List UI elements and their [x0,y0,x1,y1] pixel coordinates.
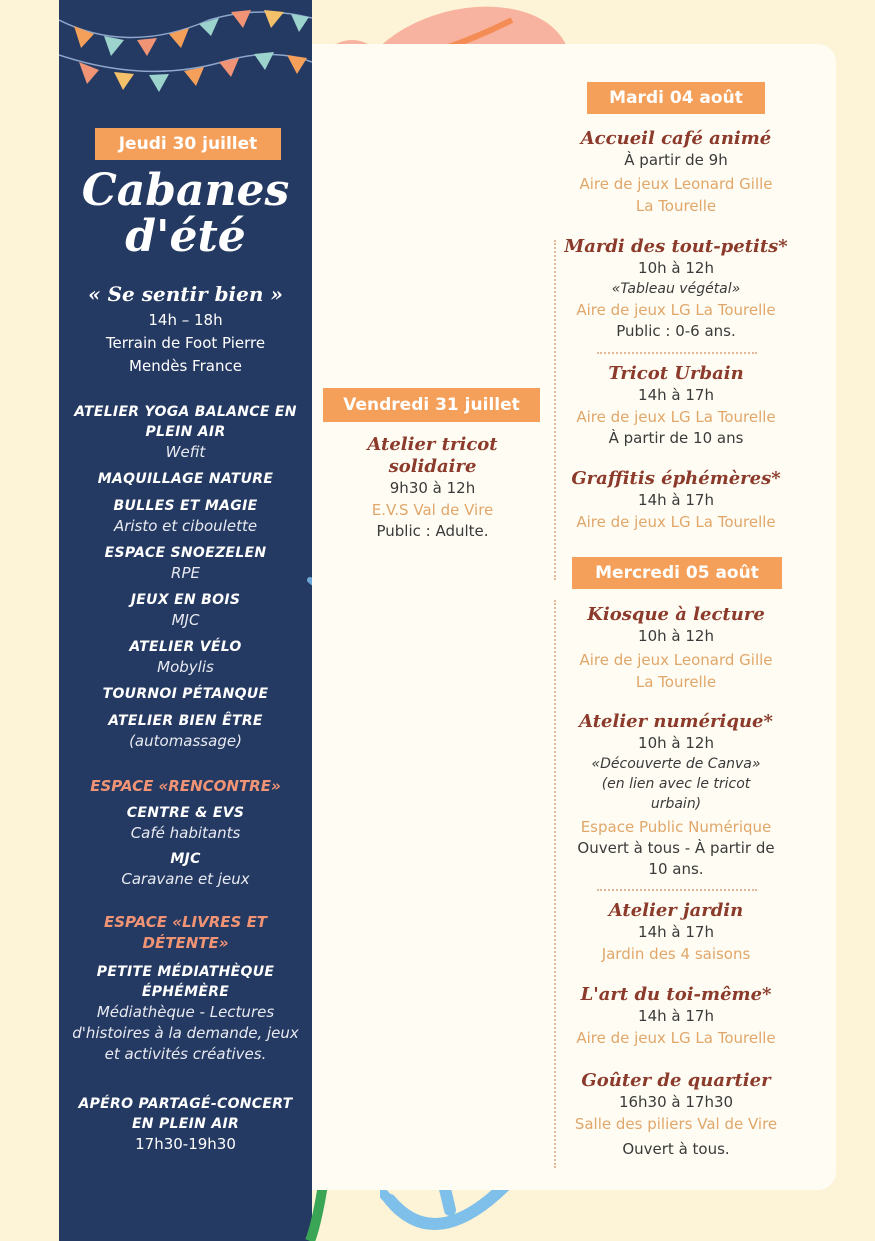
rencontre-sub: Caravane et jeux [121,870,250,888]
event-title: Goûter de quartier [581,1070,771,1091]
activity-title: JEUX EN BOIS [130,592,241,608]
activity-title: TOURNOI PÉTANQUE [102,686,269,702]
activity-title: BULLES ET MAGIE [113,498,258,514]
event-tricot-urbain [560,363,792,449]
event-title: L'art du toi-même* [580,984,772,1005]
date-tag-mercredi: Mercredi 05 août [572,557,782,589]
rencontre-sub: Café habitants [130,824,241,842]
rencontre-item [69,803,302,843]
livres-title: PETITE MÉDIATHÈQUE ÉPHÉMÈRE [96,964,275,1000]
event-atelier-numerique [560,711,792,880]
event-public: Ouvert à tous. [622,1140,730,1158]
event-place: E.V.S Val de Vire [371,501,494,519]
event-note: urbain) [650,796,702,812]
event-time: 16h30 à 17h30 [618,1093,734,1111]
event-time: 10h à 12h [638,627,714,645]
rencontre-item [69,849,302,889]
event-title: Atelier jardin [608,900,744,921]
activity-petanque [69,684,302,704]
event-time: 10h à 12h [638,734,714,752]
event-title: Atelier numérique* [579,711,773,732]
activity-title: ESPACE SNOEZELEN [104,545,267,561]
event-gouter [560,1070,792,1160]
timeline-divider [554,600,556,1168]
title-line-2: d'été [125,211,246,262]
date-tag-mardi: Mardi 04 août [587,82,765,114]
section-title: ESPACE «LIVRES ET DÉTENTE» [103,913,268,952]
event-public: À partir de 10 ans [608,429,744,447]
event-place: Espace Public Numérique [580,818,772,836]
event-title: Graffitis éphémères* [571,468,781,489]
event-time: 14h à 17h [638,923,714,941]
event-place: Aire de jeux LG La Tourelle [576,408,776,426]
event-place: Aire de jeux Leonard Gille [579,175,773,193]
activities-list [69,402,302,758]
activity-bulles [69,496,302,536]
event-title-cabanes [59,165,312,262]
event-art-toi-meme [560,984,792,1049]
apero-title: APÉRO PARTAGÉ-CONCERT EN PLEIN AIR [78,1096,293,1132]
event-place: Aire de jeux LG La Tourelle [576,301,776,319]
event-place: Aire de jeux LG La Tourelle [576,1029,776,1047]
event-note: «Découverte de Canva» [591,756,761,772]
event-accueil-cafe [560,128,792,217]
event-place: Jardin des 4 saisons [601,945,751,963]
activity-sub: (automassage) [129,732,242,750]
hours: 14h – 18h [148,311,223,329]
section-title: ESPACE «RENCONTRE» [90,777,281,795]
event-title: Atelier tricot solidaire [367,434,498,477]
activity-maquillage [69,469,302,489]
event-atelier-jardin [560,900,792,965]
event-place: Aire de jeux LG La Tourelle [576,513,776,531]
event-time: 10h à 12h [638,259,714,277]
place: Terrain de Foot Pierre Mendès France [105,334,266,375]
activity-title: MAQUILLAGE NATURE [97,471,274,487]
event-public: 10 ans. [648,860,704,878]
event-time: 9h30 à 12h [389,479,476,497]
separator [597,889,757,891]
rencontre-title: CENTRE & EVS [126,805,245,821]
event-place: Aire de jeux Leonard Gille [579,651,773,669]
activity-jeux-bois [69,590,302,630]
activity-bien-etre [69,711,302,751]
activity-yoga [69,402,302,462]
apero-time: 17h30-19h30 [135,1135,236,1153]
livres-item [69,962,302,1065]
event-public: Public : 0-6 ans. [616,322,736,340]
event-title: Accueil café animé [580,128,772,149]
event-note: (en lien avec le tricot [601,776,751,792]
event-public: Public : Adulte. [376,522,489,540]
activity-title: ATELIER BIEN ÊTRE [108,713,263,729]
activity-velo [69,637,302,677]
activity-sub: MJC [171,611,200,629]
livres-sub: Médiathèque - Lectures d'histoires à la demande, jeux et activités créatives. [72,1003,299,1063]
apero-block [69,1094,302,1154]
event-tout-petits [560,236,792,342]
event-place: La Tourelle [635,197,717,215]
activity-title: ATELIER YOGA BALANCE EN PLEIN AIR [74,404,297,440]
event-public: Ouvert à tous - À partir de [577,839,775,857]
activity-sub: RPE [171,564,200,582]
event-time: 14h à 17h [638,491,714,509]
event-place: La Tourelle [635,673,717,691]
rencontre-title: MJC [170,851,201,867]
event-graffitis [560,468,792,533]
separator [597,352,757,354]
activity-sub: Wefit [165,443,206,461]
event-title: Mardi des tout-petits* [564,236,788,257]
bunting-decoration [59,0,312,110]
date-tag-jeudi: Jeudi 30 juillet [95,128,281,160]
timeline-divider [554,240,556,580]
title-line-1: Cabanes [81,165,290,216]
left-panel [59,0,312,1241]
event-tricot-solidaire [330,434,535,542]
activity-sub: Mobylis [157,658,214,676]
activity-snoezelen [69,543,302,583]
event-title: Tricot Urbain [608,363,744,384]
section-livres [89,912,282,960]
event-title: Kiosque à lecture [587,604,765,625]
date-tag-vendredi: Vendredi 31 juillet [323,388,540,422]
section-rencontre [69,776,302,889]
event-place: Salle des piliers Val de Vire [574,1115,778,1133]
event-kiosque [560,604,792,693]
subtitle: « Se sentir bien » [88,282,283,306]
activity-sub: Aristo et ciboulette [113,517,258,535]
event-note: «Tableau végétal» [611,281,741,297]
event-time: 14h à 17h [638,1007,714,1025]
event-time: À partir de 9h [624,151,728,169]
event-time: 14h à 17h [638,386,714,404]
activity-title: ATELIER VÉLO [129,639,242,655]
